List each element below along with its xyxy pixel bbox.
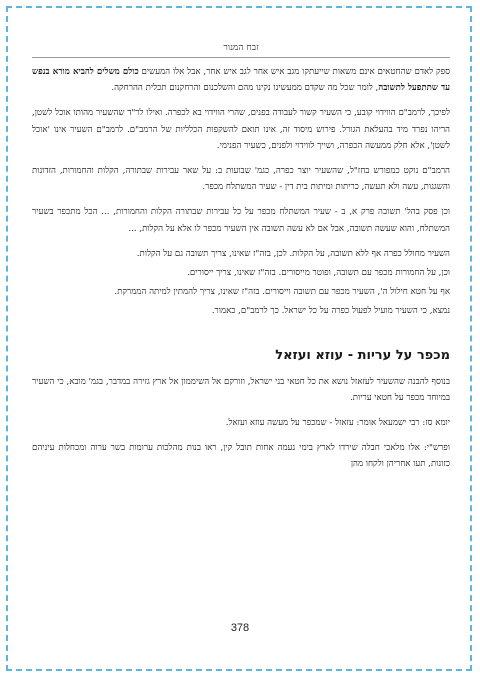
paragraph-text: ספק לאדם שהחטאים אינם משאות שייעתקו מגב איש אחר לגב איש אחר, אבל אלו המעשים — [138, 67, 451, 77]
paragraph-5: השעיר מחולל כפרה אף ללא תשובה, על הקלות. לכן, בזה"ז שאינו, צריך תשובה גם על הקלות. — [136, 248, 450, 259]
page-body — [32, 64, 450, 473]
paragraph-text: , לומר שכל מה שקדם ממעשינו נקינו מהם והשלכנום והרחקנום תכלית ההרחקה. — [111, 83, 379, 94]
running-header — [32, 42, 450, 58]
section-paragraph-3: ופרש"י: אלו מלאכי חבלה שירדו לארץ בימי נעמה אחות תובל קין, ראו בנות מהלכות ערומות בשר ערוה ומכחלות עיניהם כזונות, תעו אחריהן ולקחו מהן — [32, 443, 450, 470]
paragraph-7: אף על חטא חילול ה', השעיר מכפר עם תשובה וייסורים. בזה"ז שאינו, צריך להמתין למיתה הממרקת. — [114, 287, 450, 298]
paragraph-3: הרמב"ם נוקט כמפורש בחז"ל, שהשעיר יוצר כפרה, כגמ' שבועות ב: על שאר עבירות שבתורה, הקלות והחמורות, הזדונות והשגגות, עשה ולא תעשה, כריתות ומיתות בית דין - שעיר המשתלח מכפר. — [32, 166, 450, 193]
section-heading: מכפר על עריות - עוזא ועזאל — [275, 347, 450, 363]
section-paragraph-2: יומא סז: רבי ישמעאל אומר: עזאזל - שמכפר על מעשה עוזא ועזאל. — [225, 418, 450, 429]
running-title: זבח המנור — [223, 43, 259, 53]
page-number: 378 — [230, 622, 250, 634]
section-paragraph-1: בנוסף להבנה שהשעיר לעזאזל נושא את כל חטאי בני ישראל, וזורקם אל השיממון אל ארץ גזירה במדבר, בגמ' מובא, כי השעיר במיוחד מכפר על חטאי עריות. — [32, 376, 450, 403]
paragraph-8: נמצא, כי השעיר מועיל לפעול כפרה על כל ישראל. כך לרמב"ם, כאמור. — [211, 306, 450, 317]
paragraph-6: וכן, על החמורות מכפר עם תשובה, ופוטר מייסורים. בזה"ז שאינו, צריך ייסורים. — [187, 268, 450, 279]
paragraph-4: וכן פסק בהל' תשובה פרק א, ב - שעיר המשתלח מכפר על כל עבירות שבתורה הקלות והחמורות, ... הכל מתכפר בשעיר המשתלח, והוא שעשה תשובה, אבל אם לא עשה תשובה אין השעיר מכפר לו אלא על הקלות, ... — [32, 207, 450, 234]
paragraph-2: לפיכך, לרמב"ם הווידוי קובע, כי השעיר קשור לעבודה בפנים, שהרי הווידוי בא לכפרה. ואילו לר"ד שהשעיר מהותו אוכל לשטן, הריהו נפרד מיד בהעלאת הגורל. פירוש מיסוד זה, אינו תואם להשקפות הכלליות של הרמב"ם. לרמב"ם השעיר אינו 'אוכל לשטן', אלא חלק ממעשה הכפרה, ושייך לווידוי ולפנים, כשעיר הפנימי. — [32, 108, 450, 151]
emphasized-text: כולם משלים להביא מורא בנפש עד שתתפעל לתשובה — [32, 67, 450, 94]
paragraph-1 — [32, 64, 450, 96]
